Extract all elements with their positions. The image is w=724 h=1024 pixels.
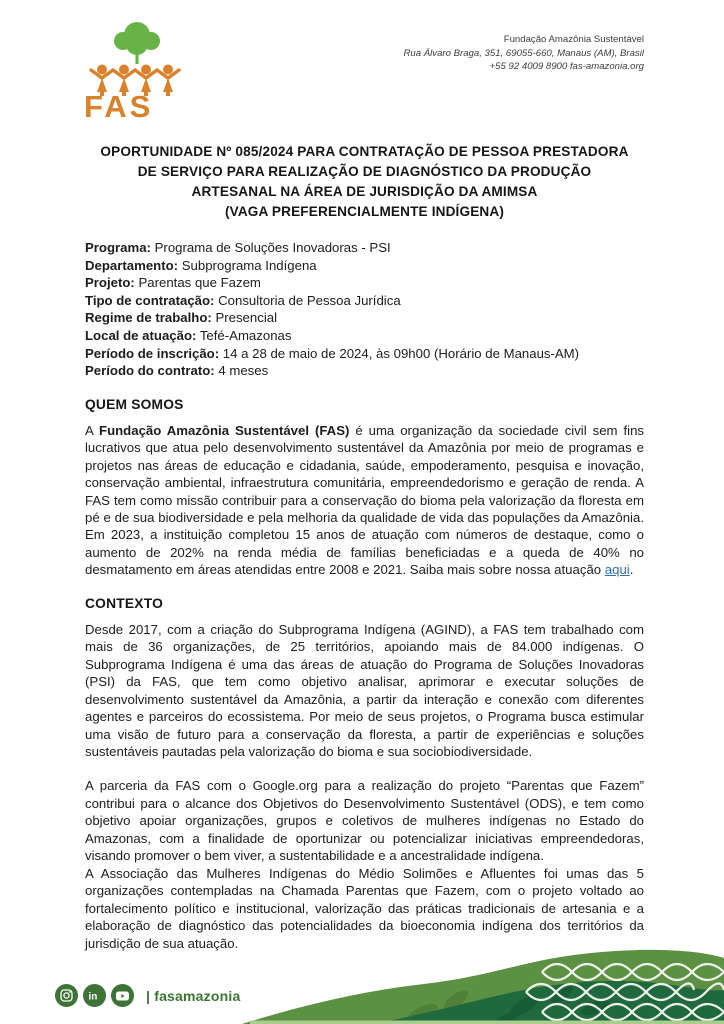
contact-address: Rua Álvaro Braga, 351, 69055-660, Manaus (AM), Brasil xyxy=(403,47,644,59)
detail-value: 4 meses xyxy=(214,363,269,379)
quem-somos-bold: Fundação Amazônia Sustentável (FAS) xyxy=(99,422,350,438)
detail-label: Departamento: xyxy=(85,257,179,273)
svg-text:in: in xyxy=(88,991,98,1002)
detail-value: Consultoria de Pessoa Jurídica xyxy=(214,292,401,308)
detail-row-periodo-inscricao xyxy=(85,345,644,363)
contexto-paragraph-3: A Associação das Mulheres Indígenas do Médio Solimões e Afluentes foi umas das 5 organizações contempladas na Chamada Parentas que Fazem, com o projeto voltado ao fortalecimento político e institucional, valorização das práticas tradicionais de artesania e a elaboração de diagnóstico das potencialidades da bioeconomia indígena dos territórios da jurisdição de sua atuação. xyxy=(85,865,644,951)
linkedin-icon[interactable] xyxy=(83,984,106,1007)
detail-label: Tipo de contratação: xyxy=(85,292,215,308)
contact-phone-site: +55 92 4009 8900 fas-amazonia.org xyxy=(489,61,644,72)
opportunity-details xyxy=(85,239,644,380)
detail-row-tipo-contratacao xyxy=(85,292,644,310)
document-title xyxy=(85,142,644,222)
quem-somos-prefix: A xyxy=(85,422,100,438)
detail-value: Programa de Soluções Inovadoras - PSI xyxy=(150,240,391,255)
contact-block xyxy=(404,33,645,74)
quem-somos-body: é uma organização da sociedade civil sem fins lucrativos que atua pelo desenvolvimento sustentável da Amazônia por meio de programas e projetos nas áreas de educação e cidadania, saúde, empoderamento, pesquisa e inovação, conservação ambiental, infraestrutura comunitária, empreendedorismo e geração de renda. A FAS tem como missão contribuir para a conservação do bioma pela valorização da floresta em pé e de sua biodiversidade e pela melhoria da qualidade de vida das populações da Amazônia. Em 2023, a instituição completou 15 anos de atuação com números de destaque, como o aumento de 202% na renda média de famílias beneficiadas e a queda de 40% no desmatamento em áreas atendidas entre 2008 e 2021. Saiba mais sobre nossa atuação xyxy=(85,422,644,578)
detail-row-regime xyxy=(85,309,644,327)
detail-row-programa xyxy=(85,239,644,257)
fas-logo xyxy=(85,20,189,123)
social-handle: | fasamazonia xyxy=(146,987,241,1004)
detail-label: Programa: xyxy=(85,240,151,255)
detail-row-local xyxy=(85,327,644,345)
title-line-3: ARTESANAL NA ÁREA DE JURISDIÇÃO DA AMIMSA xyxy=(191,184,538,199)
detail-value: Parentas que Fazem xyxy=(134,275,261,291)
detail-label: Período do contrato: xyxy=(85,363,215,379)
detail-label: Regime de trabalho: xyxy=(85,310,212,326)
title-line-4: (VAGA PREFERENCIALMENTE INDÍGENA) xyxy=(224,204,505,219)
contact-org: Fundação Amazônia Sustentável xyxy=(503,34,644,45)
detail-value: 14 a 28 de maio de 2024, às 09h00 (Horário de Manaus-AM) xyxy=(219,345,580,361)
detail-row-periodo-contrato xyxy=(85,362,644,380)
detail-row-departamento xyxy=(85,257,644,275)
detail-value: Tefé-Amazonas xyxy=(196,327,292,343)
section-heading-quem-somos: QUEM SOMOS xyxy=(85,396,184,412)
detail-label: Projeto: xyxy=(85,275,135,291)
section-heading-contexto: CONTEXTO xyxy=(85,595,164,611)
fas-logo-text: FAS xyxy=(85,89,154,118)
contexto-paragraph-1: Desde 2017, com a criação do Subprograma Indígena (AGIND), a FAS tem trabalhado com mais de 36 organizações, de 25 territórios, apoiando mais de 84.000 indígenas. O Subprograma Indígena é uma das áreas de atuação do Programa de Soluções Inovadoras (PSI) da FAS, que tem como objetivo analisar, aprimorar e executar soluções de desenvolvimento sustentável da Amazônia, a partir da interação e conexão com diferentes agentes e parceiros do ecossistema. Por meio de seus projetos, o Programa busca estimular uma visão de futuro para a conservação da floresta, a partir de experiências e soluções sustentáveis pautadas pela valorização do bioma e sua sociobiodiversidade. xyxy=(85,621,644,759)
quem-somos-suffix: . xyxy=(629,562,634,578)
contexto-paragraph-2: A parceria da FAS com o Google.org para a realização do projeto “Parentas que Fazem” contribui para o alcance dos Objetivos do Desenvolvimento Sustentável (ODS), e tem como objetivo apoiar organizações, grupos e coletivos de mulheres indígenas no Estado do Amazonas, com a finalidade de oportunizar ou potencializar iniciativas empreendedoras, visando promover o bem viver, a sustentabilidade e a ancestralidade indígena. xyxy=(85,778,644,864)
detail-label: Período de inscrição: xyxy=(85,345,220,361)
page-header xyxy=(85,0,644,123)
youtube-icon[interactable] xyxy=(111,984,134,1007)
detail-value: Presencial xyxy=(211,310,278,326)
detail-value: Subprograma Indígena xyxy=(178,257,317,273)
quem-somos-paragraph xyxy=(85,422,644,579)
detail-row-projeto xyxy=(85,274,644,292)
fas-logo-icon xyxy=(85,20,189,118)
footer-hills-illustration xyxy=(224,934,724,1024)
aqui-link[interactable]: aqui xyxy=(604,562,630,578)
detail-label: Local de atuação: xyxy=(85,327,197,343)
instagram-icon[interactable] xyxy=(55,984,78,1007)
title-line-2: DE SERVIÇO PARA REALIZAÇÃO DE DIAGNÓSTICO DA PRODUÇÃO xyxy=(137,164,592,179)
title-line-1: OPORTUNIDADE Nº 085/2024 PARA CONTRATAÇÃO DE PESSOA PRESTADORA xyxy=(100,144,629,159)
footer-social-row xyxy=(55,984,240,1007)
